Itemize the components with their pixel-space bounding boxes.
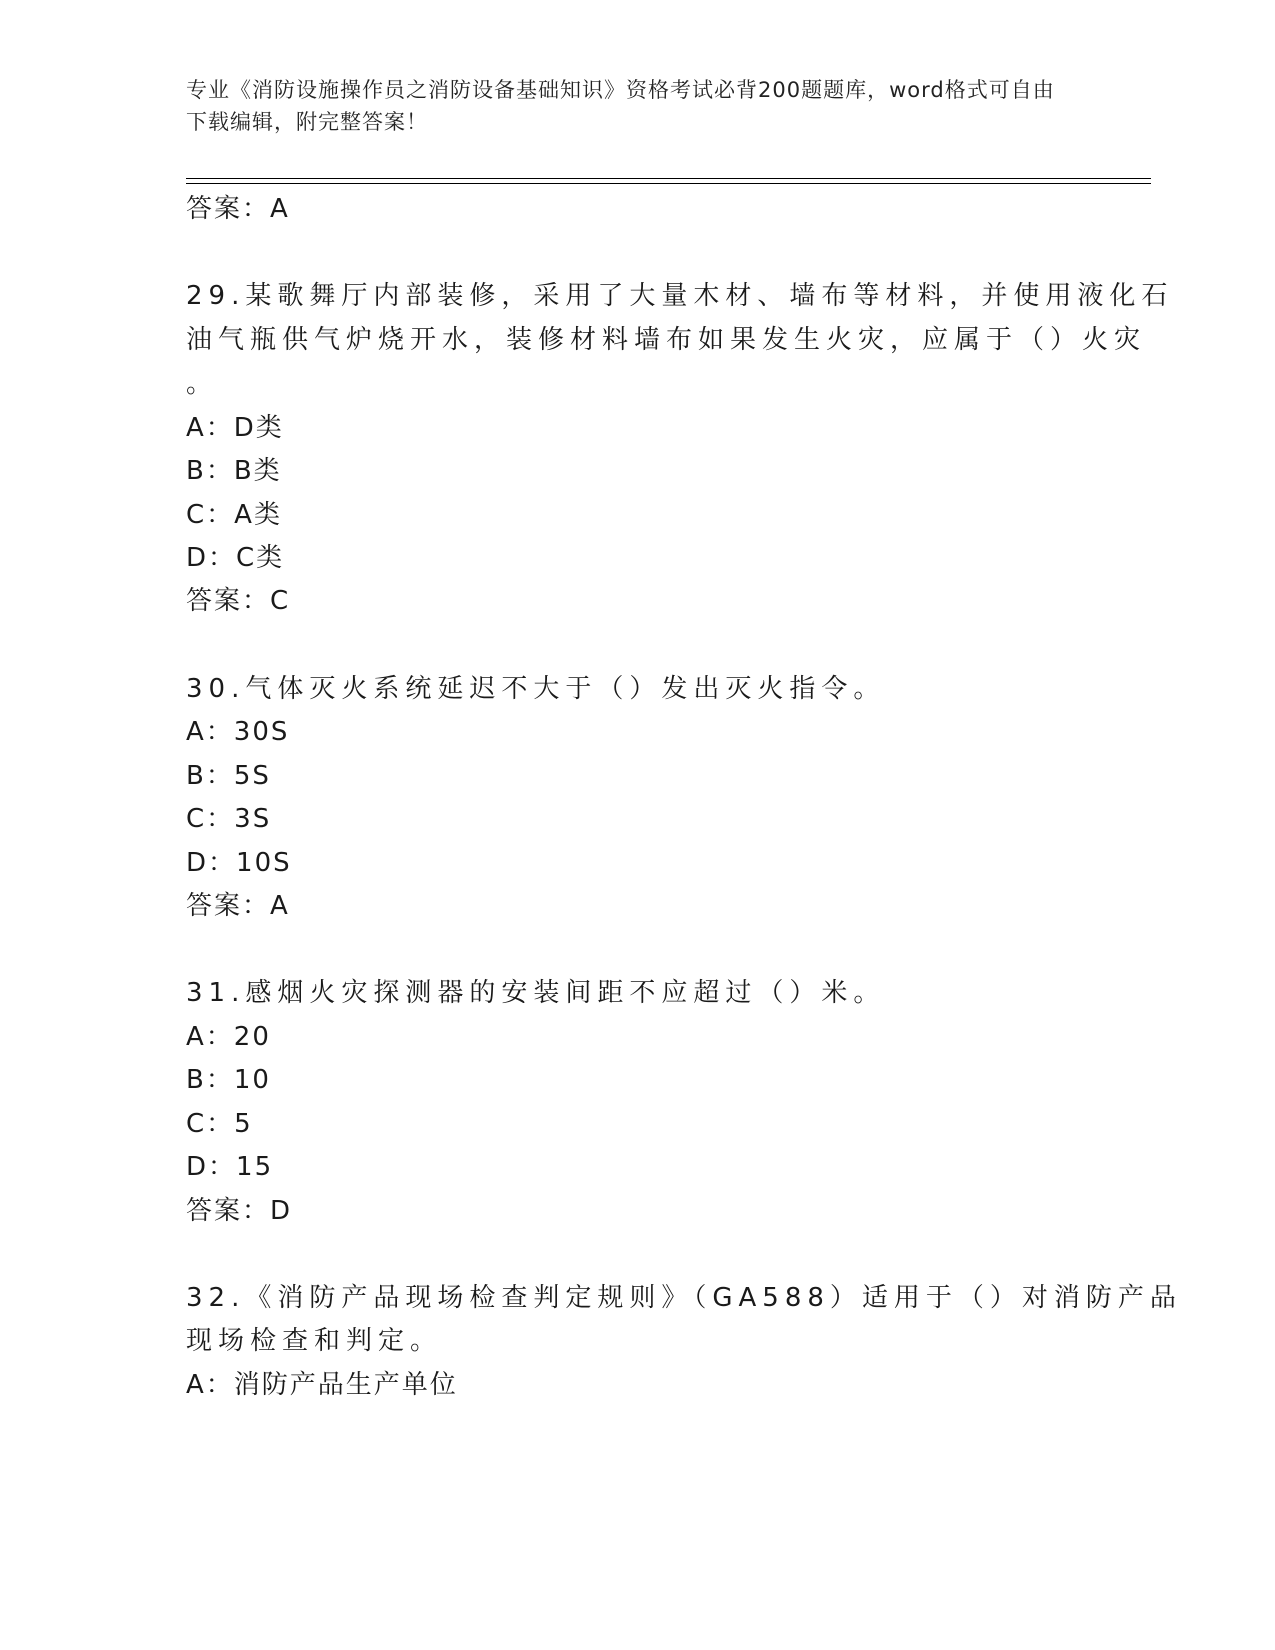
answer-line: 答案：A [186,194,290,224]
question-29-text-end: 。 [186,369,219,399]
question-29-answer: 答案：C [186,586,291,616]
question-29-option-b: B：B类 [186,456,282,486]
question-30-option-a: A：30S [186,717,290,747]
question-29-option-c: C：A类 [186,500,282,530]
question-31-option-a: A：20 [186,1022,271,1052]
question-31-option-b: B：10 [186,1065,271,1095]
question-32-option-a: A：消防产品生产单位 [186,1370,458,1400]
question-30-answer: 答案：A [186,891,290,921]
header-divider [186,178,1151,179]
question-29-text: 29.某歌舞厅内部装修，采用了大量木材、墙布等材料，并使用液化石 [186,281,1174,311]
question-32-text: 32.《消防产品现场检查判定规则》（GA588）适用于（）对消防产品 [186,1283,1182,1313]
header-divider-secondary [186,183,1151,184]
question-30-option-c: C：3S [186,804,272,834]
question-30-option-d: D：10S [186,848,292,878]
question-31-option-d: D：15 [186,1152,274,1182]
question-29-option-a: A：D类 [186,413,284,443]
question-31-answer: 答案：D [186,1196,293,1226]
question-29-text-cont: 油气瓶供气炉烧开水，装修材料墙布如果发生火灾，应属于（）火灾 [186,325,1147,355]
question-31-option-c: C：5 [186,1109,253,1139]
question-32-text-cont: 现场检查和判定。 [186,1326,443,1356]
question-29-option-d: D：C类 [186,543,285,573]
question-31-text: 31.感烟火灾探测器的安装间距不应超过（）米。 [186,978,886,1008]
question-30-text: 30.气体灭火系统延迟不大于（）发出灭火指令。 [186,674,886,704]
question-30-option-b: B：5S [186,761,271,791]
document-header: 专业《消防设施操作员之消防设备基础知识》资格考试必背200题题库，word格式可自由下载编辑，附完整答案！ [186,78,1055,134]
